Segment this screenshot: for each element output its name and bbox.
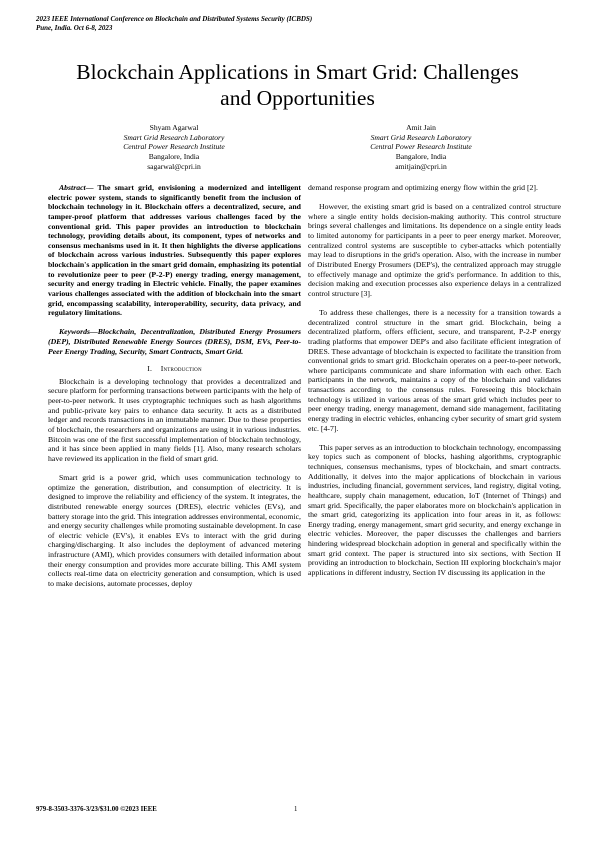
- section-title: Introduction: [160, 364, 202, 374]
- intro-paragraph-2: Smart grid is a power grid, which uses communication technology to optimize the generation, distribution, and consumption of electricity. It is designed to improve the reliability and efficiency of the system. It integrates, the distributed renewable energy sources (DRES), electric vehicles (EVs), and battery storage into the grid. This integration addresses environmental, economic, and energy security challenges while promoting sustainable development. In case of electric vehicle (EV's), it enables EVs to interact with the grid during charging/discharging. It also includes the deployment of advanced metering infrastructure (AMI), which provides consumers with detailed information about their energy consumption and provides more accurate billing. This AMI system collects real-time data on electricity generation and consumption, which is used to make decisions, automate processes, deploy: [48, 473, 301, 588]
- body-paragraph-centralized: However, the existing smart grid is based on a centralized control structure where a single entity holds decision-making authority. This control structure brings several challenges and limitations. Its dependence on a single entity leads to limited autonomy for participants in a peer to peer energy market. Moreover, centralized control systems are susceptible to cyber-attacks which potentially may lead to disruptions in the grid's operation. Also, with the increase in number of Distributed Energy Prosumers (DEP's), the centralized approach may struggle to effectively manage and optimize the grid's performance. In addition to this, decision making and execution processes also experience delays in a centralized control structure [3].: [308, 202, 561, 298]
- abstract-dash: —: [85, 183, 98, 192]
- right-column: [308, 183, 561, 578]
- body-paragraph-overview: This paper serves as an introduction to blockchain technology, encompassing key topics such as component of blocks, hashing algorithms, cryptographic techniques, consensus mechanisms, types of blockchain, and smart contracts. Additionally, it delves into the major applications of blockchain in various industries, including financial, government services, land registry, digital voting, healthcare, supply chain management, education, IoT (Internet of Things) and smart grid. Specifically, the paper elaborates more on blockchain's application in the smart grid, categorizing its application into four areas in it, as follows: Energy trading, energy management, smart grid security, and energy exchange in electric vehicles. Moreover, the paper discusses the challenges and barriers hindering widespread blockchain adoption in general and specifically within the smart grid context. The paper is structured into six sections, with Section II providing an introduction to blockchain, Section III exploring blockchain's major applications in different industry, Section IV discussing its application in the: [308, 442, 561, 577]
- page-number: 1: [294, 806, 298, 813]
- section-number: I.: [147, 364, 153, 374]
- author-institute: Central Power Research Institute: [123, 142, 225, 152]
- paper-title: [40, 59, 555, 111]
- footer-isbn: 979-8-3503-3376-3/23/$31.00 ©2023 IEEE: [36, 806, 157, 813]
- keywords: [48, 327, 301, 356]
- author-location: Bangalore, India: [148, 152, 200, 162]
- conference-location-date: Pune, India. Oct 6-8, 2023: [36, 23, 113, 32]
- conference-header: [36, 15, 312, 32]
- author-email: sagarwal@cpri.in: [147, 161, 201, 171]
- author-email: amitjain@cpri.in: [395, 161, 447, 171]
- section-heading-introduction: [48, 364, 301, 374]
- author-lab: Smart Grid Research Laboratory: [123, 132, 225, 142]
- body-paragraph-decentralized: To address these challenges, there is a necessity for a transition towards a decentralized control structure in the smart grid. Blockchain, being a decentralized platform, offers efficient, secure, and transparent, P-2-P energy trading platforms that empower DEP's and also facilitate efficient integration of DRES. These advantage of blockchain is expected to facilitate the transition from conventional grids to smart grid. Blockchain operates on a peer-to-peer network, where participants communicate and share information with each other. Each participants in the network, maintains a copy of the blockchain and validates transactions according to the consensus rules. Foreseeing this blockchain technology is utilized in various areas of the smart grid which includes peer to peer energy trading, energy management, demand side management, facilitating energy trading in electric vehicles, enhancing cyber security of smart grid system etc. [4-7].: [308, 308, 561, 433]
- paper-title-line-2: and Opportunities: [220, 86, 375, 110]
- author-block: [0, 123, 595, 183]
- body-paragraph-continued: demand response program and optimizing energy flow within the grid [2].: [308, 183, 538, 192]
- author-2: [321, 123, 521, 172]
- author-institute: Central Power Research Institute: [370, 142, 472, 152]
- author-location: Bangalore, India: [395, 152, 447, 162]
- conference-name: 2023 IEEE International Conference on Blockchain and Distributed Systems Security (ICBDS): [36, 15, 313, 23]
- keywords-label: Keywords—: [59, 327, 98, 337]
- author-lab: Smart Grid Research Laboratory: [370, 132, 472, 142]
- intro-paragraph-1: Blockchain is a developing technology that provides a decentralized and secure platform for performing transactions between participants with the help of peer-to-peer network. It uses cryptographic techniques such as hash algorithms and public-private key pairs to enhance data security. It acts as a distributed ledger and records transactions in an immutable manner. Due to these properties of blockchain, the researchers and organizations are using it in various industries. Bitcoin was one of the first successful implementation of blockchain technology, and it has since been applied in many fields [1]. Also, many research scholars have reviewed its application in the field of smart grid.: [48, 376, 301, 463]
- keywords-text: Blockchain, Decentralization, Distributed Energy Prosumers (DEP), Distributed Renewable Energy Sources (DRES), DSM, EVs, Peer-to-Peer Energy Trading, Security, Smart Contracts, Smart Grid.: [48, 327, 301, 356]
- abstract-text: The smart grid, envisioning a modernized and intelligent electric power system, stands to significantly benefit from the inclusion of blockchain technology in it. Blockchain offers a decentralized, secure, and tamper-proof platform that addresses various challenges faced by the conventional grid. This paper provides an introduction to blockchain technology, providing details about, its component, types of networks and consensus mechanisms used in it. It then highlights the diverse applications of blockchain across various industries. Subsequently this paper explores blockchain's application in the smart grid domain, emphasizing its potential to revolutionize peer to peer (P-2-P) energy trading, energy management, security and energy trading in Electric vehicle. Finally, the paper examines various challenges associated with the addition of blockchain into the smart grid, encompassing scalability, interoperability, security, data privacy, and regulatory limitations.: [48, 183, 301, 318]
- author-name: Amit Jain: [406, 123, 436, 132]
- author-1: [74, 123, 274, 172]
- abstract: [48, 183, 301, 318]
- paper-title-line-1: Blockchain Applications in Smart Grid: Challenges: [76, 60, 519, 84]
- author-name: Shyam Agarwal: [149, 123, 199, 132]
- left-column: [48, 183, 301, 589]
- abstract-label: Abstract: [59, 183, 86, 192]
